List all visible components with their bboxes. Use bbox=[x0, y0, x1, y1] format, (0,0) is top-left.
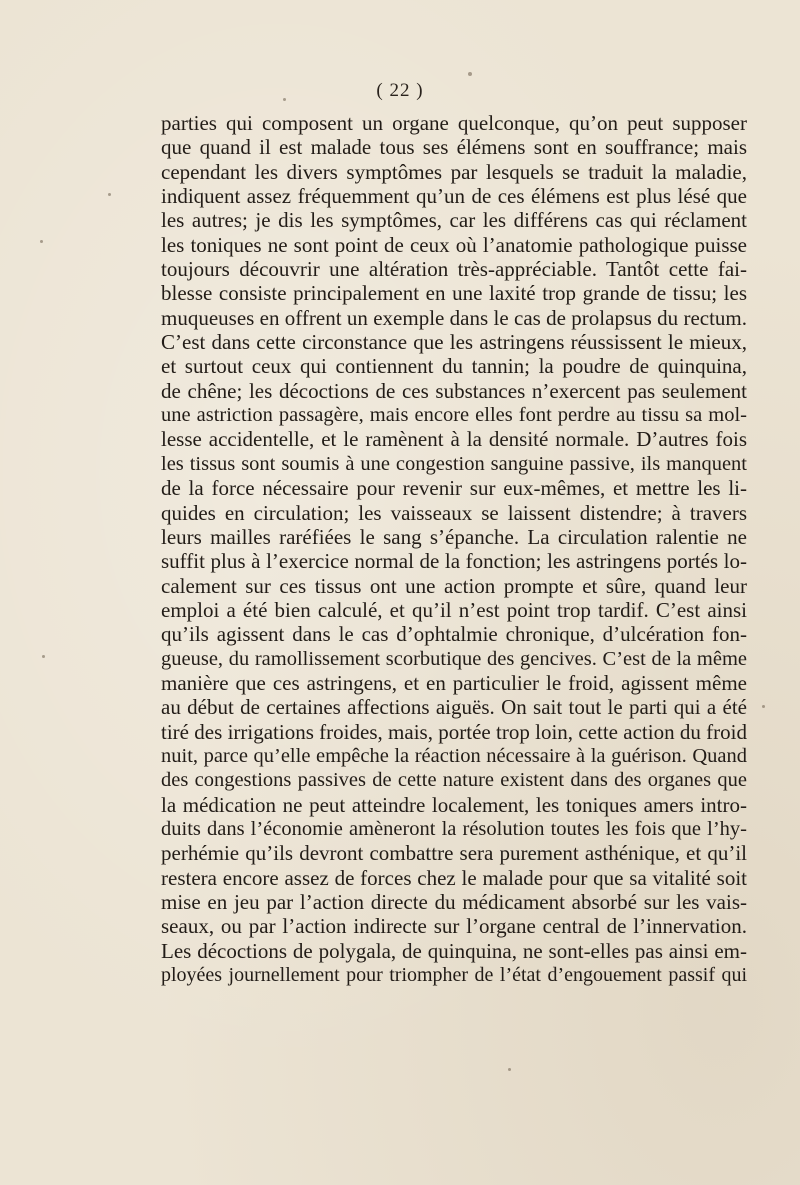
text-line: muqueuses en offrent un exemple dans le cas de prolapsus du rectum. bbox=[161, 305, 747, 330]
paper-speck bbox=[108, 193, 111, 196]
text-line: duits dans l’économie amèneront la résolution toutes les fois que l’hy- bbox=[161, 817, 747, 840]
text-line: au début de certaines affections aiguës. On sait tout le parti qui a été bbox=[161, 695, 747, 720]
text-line: les toniques ne sont point de ceux où l’anatomie pathologique puisse bbox=[161, 232, 747, 257]
text-line: indiquent assez fréquemment qu’un de ces élémens est plus lésé que bbox=[161, 184, 747, 209]
text-line: mise en jeu par l’action directe du médicament absorbé sur les vais- bbox=[161, 890, 747, 914]
text-line: que quand il est malade tous ses élémens sont en souffrance; mais bbox=[161, 135, 747, 160]
paper-speck bbox=[283, 98, 286, 101]
text-line: une astriction passagère, mais encore elles font perdre au tissu sa mol- bbox=[161, 404, 747, 427]
text-line: de la force nécessaire pour revenir sur eux-mêmes, et mettre les li- bbox=[161, 476, 747, 501]
paper-speck bbox=[762, 705, 765, 708]
text-line: cependant les divers symptômes par lesquels se traduit la maladie, bbox=[161, 159, 747, 184]
text-line: ployées journellement pour triompher de l’état d’engouement passif qui bbox=[161, 964, 747, 987]
text-line: perhémie qu’ils devront combattre sera purement asthénique, et qu’il bbox=[161, 841, 747, 866]
text-line: qu’ils agissent dans le cas d’ophtalmie chronique, d’ulcération fon- bbox=[161, 622, 747, 647]
body-text bbox=[161, 111, 747, 987]
paper-speck bbox=[40, 240, 43, 243]
text-line: la médication ne peut atteindre localement, les toniques amers intro- bbox=[161, 792, 747, 817]
text-line: quides en circulation; les vaisseaux se laissent distendre; à travers bbox=[161, 500, 747, 525]
text-line: restera encore assez de forces chez le malade pour que sa vitalité soit bbox=[161, 865, 747, 890]
text-line: gueuse, du ramollissement scorbutique des gencives. C’est de la même bbox=[161, 647, 747, 670]
paper-speck bbox=[468, 72, 472, 76]
text-line: des congestions passives de cette nature existent dans des organes que bbox=[161, 769, 747, 792]
text-line: leurs mailles raréfiées le sang s’épanche. La circulation ralentie ne bbox=[161, 524, 747, 549]
text-line: tiré des irrigations froides, mais, portée trop loin, cette action du froid bbox=[161, 719, 747, 744]
text-line: nuit, parce qu’elle empêche la réaction nécessaire à la guérison. Quand bbox=[161, 744, 747, 767]
text-line: toujours découvrir une altération très-appréciable. Tantôt cette fai- bbox=[161, 257, 747, 282]
paper-speck bbox=[42, 655, 45, 658]
text-line: et surtout ceux qui contiennent du tannin; la poudre de quinquina, bbox=[161, 354, 747, 379]
text-line: seaux, ou par l’action indirecte sur l’organe central de l’innervation. bbox=[161, 914, 747, 939]
text-line: parties qui composent un organe quelconque, qu’on peut supposer bbox=[161, 111, 747, 135]
text-line: blesse consiste principalement en une laxité trop grande de tissu; les bbox=[161, 281, 747, 306]
text-line: lesse accidentelle, et le ramènent à la densité normale. D’autres fois bbox=[161, 427, 747, 452]
text-line: manière que ces astringens, et en particulier le froid, agissent même bbox=[161, 670, 747, 695]
text-line: calement sur ces tissus ont une action prompte et sûre, quand leur bbox=[161, 573, 747, 598]
text-line: emploi a été bien calculé, et qu’il n’est point trop tardif. C’est ainsi bbox=[161, 597, 747, 622]
paper-speck bbox=[508, 1068, 511, 1071]
text-line: suffit plus à l’exercice normal de la fonction; les astringens portés lo- bbox=[161, 549, 747, 574]
text-line: les tissus sont soumis à une congestion sanguine passive, ils manquent bbox=[161, 452, 747, 475]
page-number: ( 22 ) bbox=[376, 80, 424, 101]
text-line: les autres; je dis les symptômes, car les différens cas qui réclament bbox=[161, 208, 747, 233]
text-line: de chêne; les décoctions de ces substances n’exercent pas seulement bbox=[161, 378, 747, 403]
text-line: C’est dans cette circonstance que les astringens réussissent le mieux, bbox=[161, 330, 747, 355]
text-line: Les décoctions de polygala, de quinquina, ne sont-elles pas ainsi em- bbox=[161, 938, 747, 963]
